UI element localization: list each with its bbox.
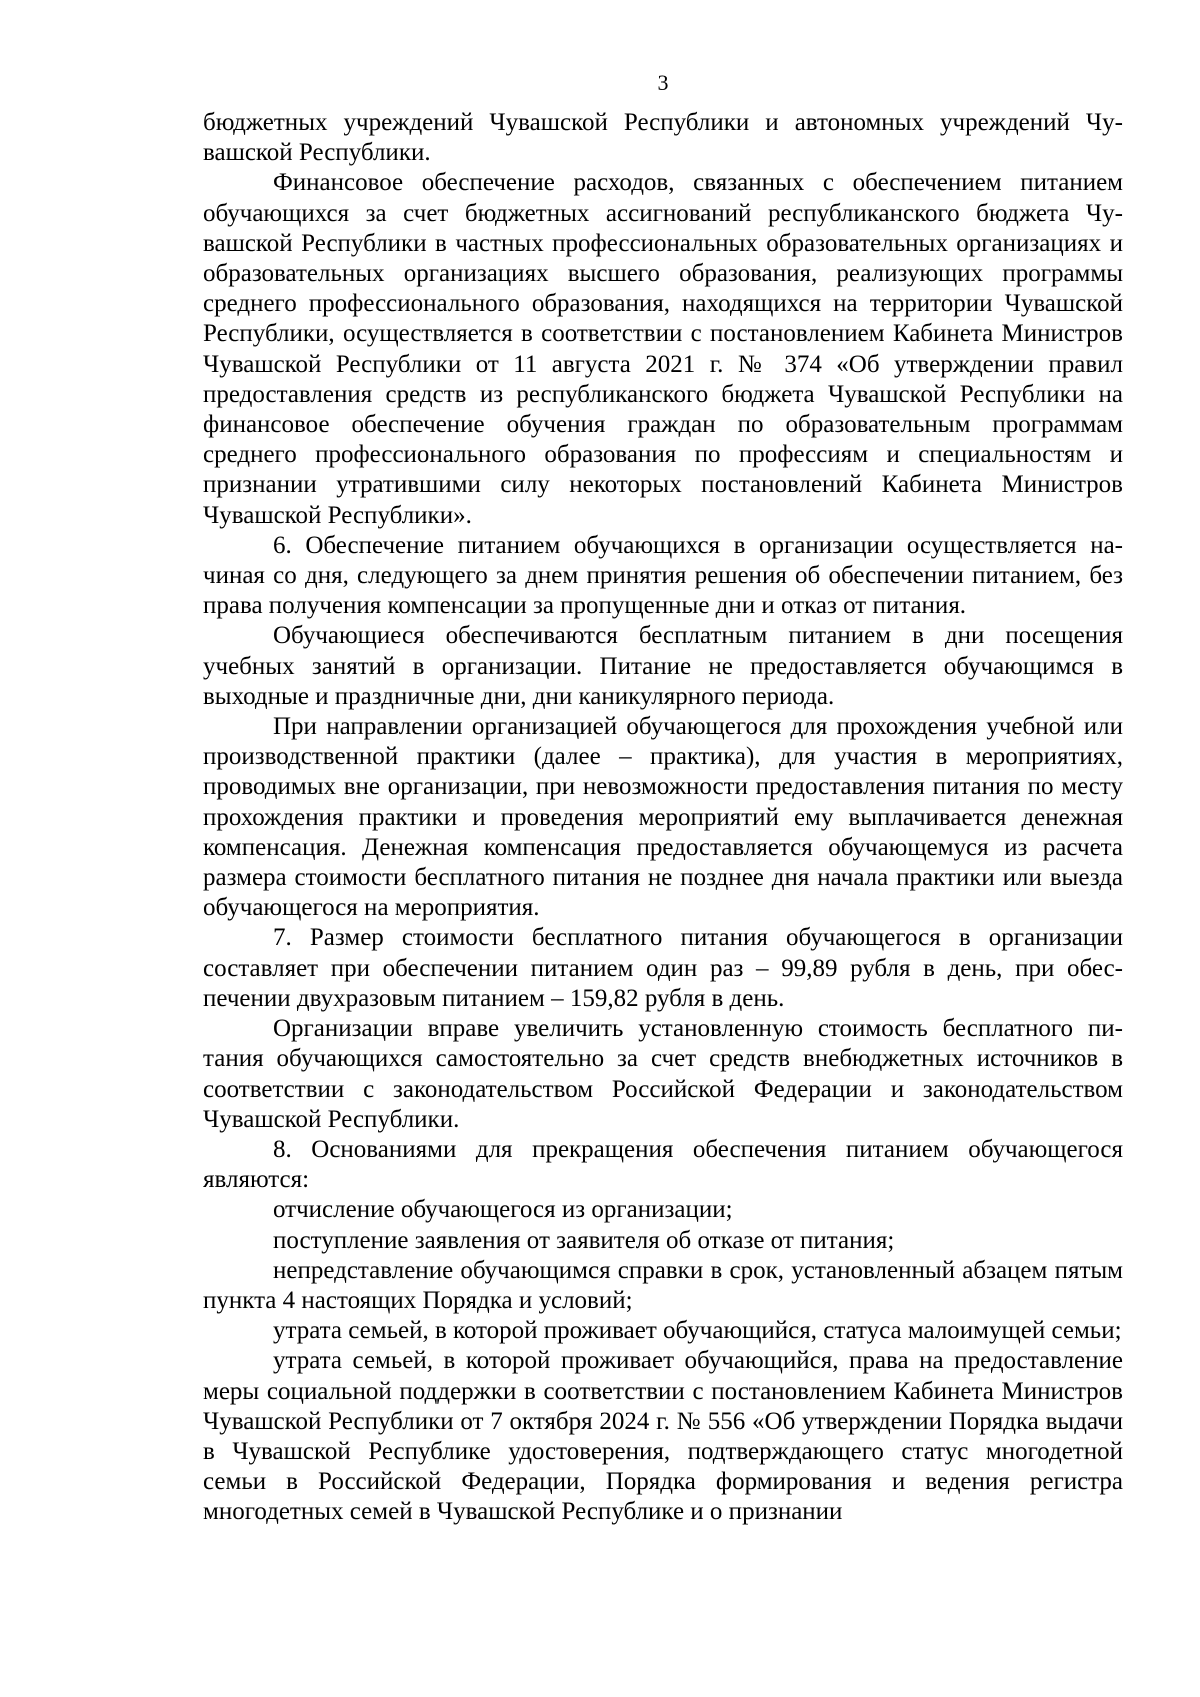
paragraph-11: непредставление обучающимся справки в срок, установленный абзацем пятым пункта 4 настоящих Порядка и условий; [203,1256,1123,1314]
paragraph-12: утрата семьей, в которой проживает обучающийся, статуса малоимущей семьи; [273,1317,1122,1345]
paragraph-6: 7. Размер стоимости бесплатного питания обучающегося в организации составляет при обеспечении питанием один раз – 99,89 рубля в день, при обеспечении двухразовым питанием – 159,82 рубля в день. [203,924,1123,1012]
paragraph-8: 8. Основаниями для прекращения обеспечения питанием обучающегося являются: [203,1135,1123,1194]
paragraph-3: 6. Обеспечение питанием обучающихся в организации осуществляется начиная со дня, следующего за днем принятия решения об обеспечении питанием, без права получения компенсации за пропущенные дни и отказ от питания. [203,531,1123,620]
paragraph-7: Организации вправе увеличить установленную стоимость бесплатного питания обучающихся самостоятельно за счет средств внебюджетных источников в соответствии с законодательством Российской Федерации и законодательством Чувашской Республики. [203,1015,1123,1133]
paragraph-4: Обучающиеся обеспечиваются бесплатным питанием в дни посещения учебных занятий в организации. Питание не предоставляется обучающимся в выходные и праздничные дни, дни каникулярного периода. [203,622,1123,710]
paragraph-1: бюджетных учреждений Чувашской Республики и автономных учреждений Чувашской Республики. [203,109,1123,167]
paragraph-13: утрата семьей, в которой проживает обучающийся, права на предоставление меры социальной поддержки в соответствии с постановлением Кабинета Министров Чувашской Республики от 7 октября 2024 г. № 556 «Об утверждении Порядка выдачи в Чувашской Республике удостоверения, подтверждающего статус многодетной семьи в Российской Федерации, Порядка формирования и ведения регистра многодетных семей в Чувашской Республике и о признании [203,1347,1123,1526]
paragraph-10: поступление заявления от заявителя об отказе от питания; [273,1226,895,1254]
document-page [203,70,1123,1528]
paragraph-2: Финансовое обеспечение расходов, связанных с обеспечением питанием обучающихся за счет бюджетных ассигнований республиканского бюджета Чувашской Республики в частных профессиональных образовательных организациях и образовательных организациях высшего образования, реализующих программы среднего профессионального образования, находящихся на территории Чувашской Республики, осуществляется в соответствии с постановлением Кабинета Министров Чувашской Республики от 11 августа 2021 г. № 374 «Об утверждении правил предоставления средств из республиканского бюджета Чувашской Республики на финансовое обеспечение обучения граждан по образовательным программам среднего профессионального образования по профессиям и специальностям и признании утратившими силу некоторых постановлений Кабинета Министров Чувашской Республики». [203,169,1123,529]
paragraph-9: отчисление обучающегося из организации; [273,1196,733,1224]
paragraph-5: При направлении организацией обучающегося для прохождения учебной или производственной практики (далее – практика), для участия в мероприятиях, проводимых вне организации, при невозможности предоставления питания по месту прохождения практики и проведения мероприятий ему выплачивается денежная компенсация. Денежная компенсация предоставляется обучающемуся из расчета размера стоимости бесплатного питания не позднее дня начала практики или выезда обучающегося на мероприятия. [203,713,1123,922]
page-number: 3 [657,70,669,95]
